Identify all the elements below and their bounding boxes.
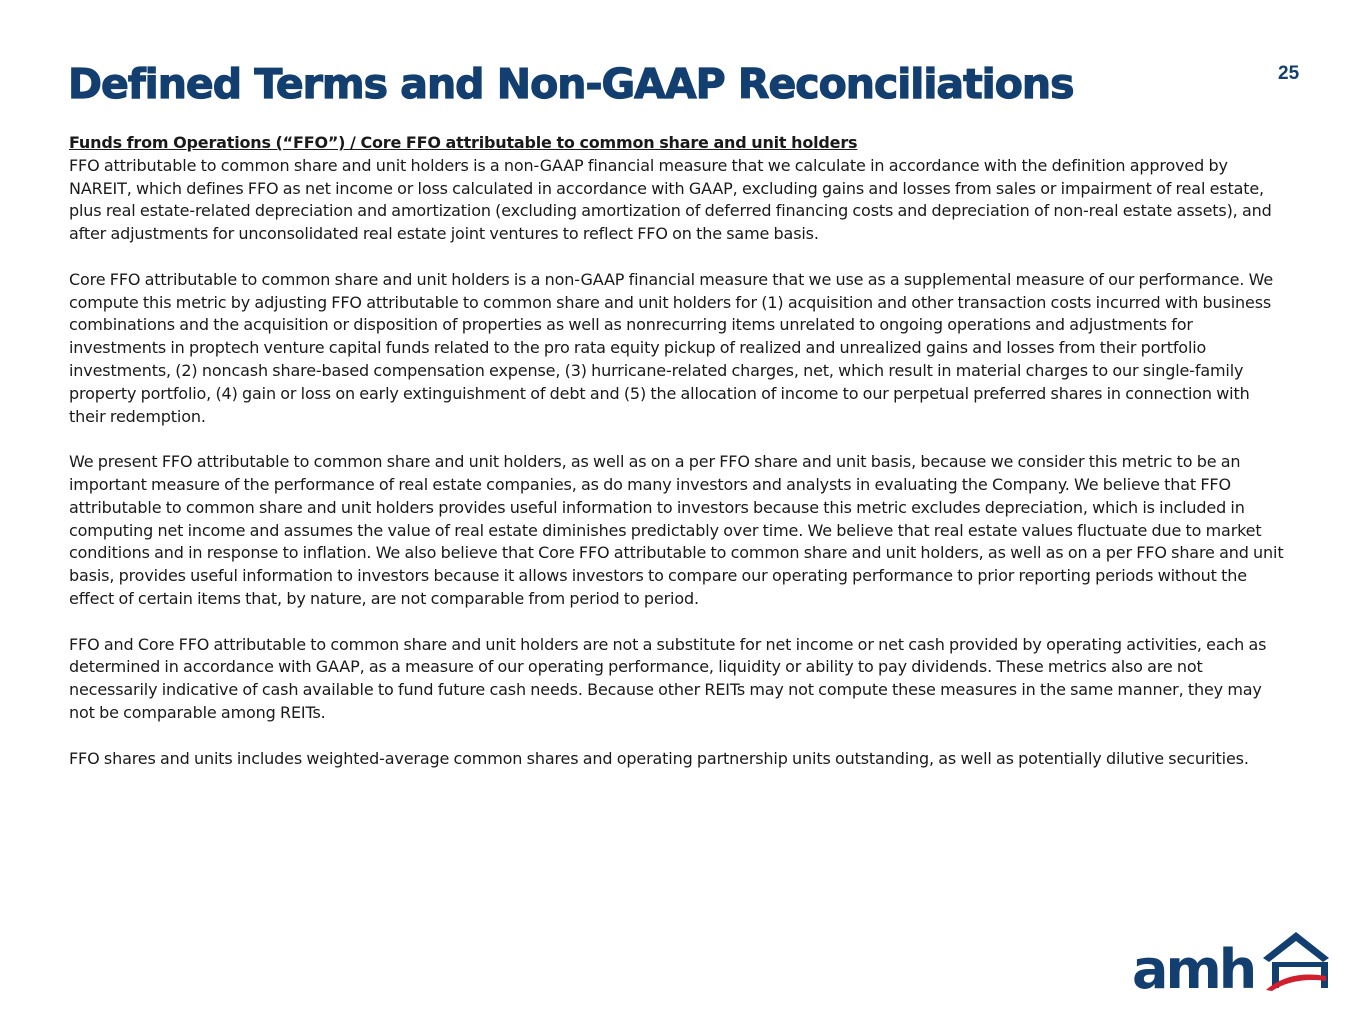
section-heading: Funds from Operations (“FFO”) / Core FFO attributable to common share and unit holders	[69, 133, 858, 152]
paragraph-ffo-rationale: We present FFO attributable to common share and unit holders, as well as on a per FFO share and unit basis, because we consider this metric to be an important measure of the performance of real estate companies, as do many investors and analysts in evaluating the Company. We believe that FFO attributable to common share and unit holders provides useful information to investors because this metric excludes depreciation, which is included in computing net income and assumes the value of real estate diminishes predictably over time. We believe that real estate values fluctuate due to market conditions and in response to inflation. We also believe that Core FFO attributable to common share and unit holders, as well as on a per FFO share and unit basis, provides useful information to investors because it allows investors to compare our operating performance to prior reporting periods without the effect of certain items that, by nature, are not comparable from period to period.	[69, 452, 1284, 608]
house-roof-icon	[1263, 932, 1329, 991]
paragraph-ffo-definition: FFO attributable to common share and unit holders is a non-GAAP financial measure that we calculate in accordance with the definition approved by NAREIT, which defines FFO as net income or loss calculated in accordance with GAAP, excluding gains and losses from sales or impairment of real estate, plus real estate-related depreciation and amortization (excluding amortization of deferred financing costs and depreciation of non-real estate assets), and after adjustments for unconsolidated real estate joint ventures to reflect FFO on the same basis.	[69, 155, 1272, 244]
page-title: Defined Terms and Non-GAAP Reconciliations	[68, 60, 1074, 108]
page-number: 25	[1278, 63, 1300, 84]
paragraph-ffo-limitations: FFO and Core FFO attributable to common share and unit holders are not a substitute for net income or net cash provided by operating activities, each as determined in accordance with GAAP, as a measure of our operating performance, liquidity or ability to pay dividends. These metrics also are not necessarily indicative of cash available to fund future cash needs. Because other REITs may not compute these measures in the same manner, they may not be comparable among REITs.	[69, 634, 1267, 722]
main-content	[69, 132, 1284, 793]
logo-wordmark: amh	[1132, 938, 1255, 994]
amh-logo	[1132, 928, 1332, 994]
paragraph-ffo-shares: FFO shares and units includes weighted-average common shares and operating partnership units outstanding, as well as potentially dilutive securities.	[69, 748, 1249, 768]
paragraph-core-ffo-definition: Core FFO attributable to common share and unit holders is a non-GAAP financial measure that we use as a supplemental measure of our performance. We compute this metric by adjusting FFO attributable to common share and unit holders for (1) acquisition and other transaction costs incurred with business combinations and the acquisition or disposition of properties as well as nonrecurring items unrelated to ongoing operations and adjustments for investments in proptech venture capital funds related to the pro rata equity pickup of realized and unrealized gains and losses from their portfolio investments, (2) noncash share-based compensation expense, (3) hurricane-related charges, net, which result in material charges to our single-family property portfolio, (4) gain or loss on early extinguishment of debt and (5) the allocation of income to our perpetual preferred shares in connection with their redemption.	[69, 269, 1274, 426]
